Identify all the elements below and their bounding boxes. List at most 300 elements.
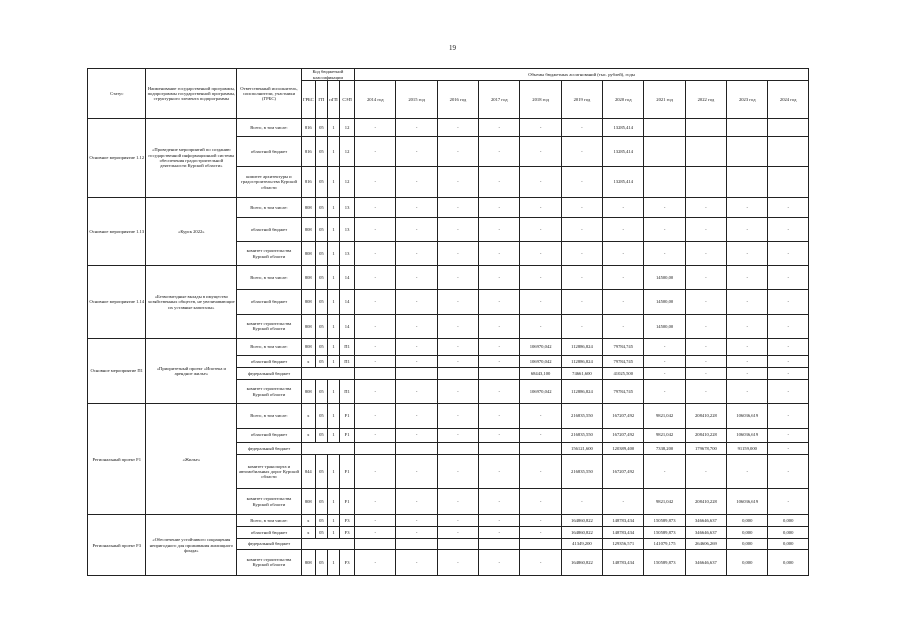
cell-amount: - xyxy=(768,217,809,241)
cell-amount: - xyxy=(479,515,520,527)
cell-amount: - xyxy=(396,197,437,217)
cell-program-name: «Курск 2022» xyxy=(146,197,237,266)
cell-amount: - xyxy=(727,338,768,355)
cell-szp: 14 xyxy=(340,314,355,338)
header-status: Статус xyxy=(88,69,146,119)
cell-amount: - xyxy=(561,119,602,137)
cell-executor: комитет транспорта и автомобильных дорог Курской области xyxy=(237,454,302,488)
cell-szp: 12 xyxy=(340,119,355,137)
cell-grbs: 808 xyxy=(301,314,315,338)
cell-amount: - xyxy=(561,137,602,167)
cell-executor: областной бюджет xyxy=(237,217,302,241)
cell-amount: - xyxy=(561,197,602,217)
cell-amount xyxy=(479,442,520,454)
cell-amount xyxy=(727,119,768,137)
cell-gp: 05 xyxy=(315,290,327,314)
cell-amount: 112886,824 xyxy=(561,380,602,404)
cell-amount: 79784,745 xyxy=(603,338,644,355)
cell-gp: 05 xyxy=(315,527,327,539)
cell-amount: - xyxy=(396,515,437,527)
cell-executor: Всего, в том числе: xyxy=(237,119,302,137)
cell-amount: 13285,414 xyxy=(603,137,644,167)
cell-amount: - xyxy=(561,314,602,338)
cell-pgp: 1 xyxy=(327,290,339,314)
cell-amount: - xyxy=(727,314,768,338)
cell-amount: - xyxy=(768,428,809,442)
cell-amount: - xyxy=(768,454,809,488)
cell-amount: - xyxy=(355,527,396,539)
cell-status: Региональный проект F1 xyxy=(88,404,146,515)
cell-amount: - xyxy=(644,197,685,217)
cell-amount: - xyxy=(768,404,809,428)
cell-pgp: 1 xyxy=(327,355,339,367)
cell-amount xyxy=(355,368,396,380)
header-executor: Ответственный исполнитель, соисполнители, участники (ГРБС) xyxy=(237,69,302,119)
cell-executor: областной бюджет xyxy=(237,137,302,167)
cell-amount xyxy=(437,442,478,454)
cell-amount: - xyxy=(727,355,768,367)
cell-amount: - xyxy=(437,355,478,367)
cell-amount: - xyxy=(479,242,520,266)
cell-amount: - xyxy=(768,355,809,367)
cell-status: Основное мероприятие 1.12 xyxy=(88,119,146,198)
header-code-group: Код бюджетной классификации xyxy=(301,69,354,81)
table-row xyxy=(88,515,809,527)
cell-amount: - xyxy=(727,368,768,380)
cell-gp: 05 xyxy=(315,355,327,367)
cell-amount: 208410,228 xyxy=(685,428,726,442)
cell-amount: - xyxy=(603,197,644,217)
cell-amount: - xyxy=(437,404,478,428)
cell-amount: - xyxy=(685,197,726,217)
cell-amount: 112886,824 xyxy=(561,338,602,355)
table-body xyxy=(88,119,809,576)
cell-amount: 129356,571 xyxy=(603,539,644,549)
cell-amount: - xyxy=(520,242,561,266)
cell-grbs: 808 xyxy=(301,197,315,217)
cell-amount: - xyxy=(561,217,602,241)
cell-pgp: 1 xyxy=(327,266,339,290)
cell-amount: - xyxy=(520,549,561,575)
cell-executor: Всего, в том числе: xyxy=(237,338,302,355)
cell-amount: - xyxy=(355,290,396,314)
cell-amount: - xyxy=(644,380,685,404)
cell-pgp: 1 xyxy=(327,549,339,575)
cell-amount: - xyxy=(520,454,561,488)
cell-amount: - xyxy=(437,197,478,217)
cell-amount: 68443,100 xyxy=(520,368,561,380)
cell-szp: F1 xyxy=(340,454,355,488)
header-year: 2015 год xyxy=(396,81,437,119)
header-grbs: ГРБС xyxy=(301,81,315,119)
cell-pgp: 1 xyxy=(327,527,339,539)
table-row xyxy=(88,338,809,355)
cell-amount: 0,000 xyxy=(727,549,768,575)
cell-amount xyxy=(685,167,726,197)
cell-amount: - xyxy=(768,290,809,314)
cell-amount: 0,000 xyxy=(727,539,768,549)
cell-amount: - xyxy=(396,119,437,137)
cell-amount: - xyxy=(355,266,396,290)
cell-amount: - xyxy=(396,314,437,338)
cell-amount: - xyxy=(479,355,520,367)
cell-status: Основное мероприятие 1.14 xyxy=(88,266,146,339)
cell-amount: 41349,200 xyxy=(561,539,602,549)
cell-amount: 141079,175 xyxy=(644,539,685,549)
cell-pgp: 1 xyxy=(327,137,339,167)
cell-gp: 05 xyxy=(315,167,327,197)
cell-gp: 05 xyxy=(315,266,327,290)
cell-amount: 208410,228 xyxy=(685,404,726,428)
cell-amount xyxy=(644,167,685,197)
cell-amount: - xyxy=(603,217,644,241)
table-row xyxy=(88,197,809,217)
cell-amount: 148783,434 xyxy=(603,549,644,575)
cell-szp: 13 xyxy=(340,197,355,217)
cell-amount: - xyxy=(396,290,437,314)
cell-amount xyxy=(355,539,396,549)
cell-grbs: x xyxy=(301,355,315,367)
cell-amount: - xyxy=(355,167,396,197)
cell-amount: - xyxy=(520,167,561,197)
cell-amount: - xyxy=(685,266,726,290)
cell-gp: 05 xyxy=(315,137,327,167)
cell-amount: - xyxy=(479,338,520,355)
cell-amount: 9821,042 xyxy=(644,428,685,442)
cell-amount: - xyxy=(479,290,520,314)
cell-grbs: 816 xyxy=(301,119,315,137)
cell-amount: - xyxy=(768,442,809,454)
cell-amount: - xyxy=(685,242,726,266)
cell-amount: - xyxy=(396,380,437,404)
cell-amount: - xyxy=(355,314,396,338)
cell-amount: - xyxy=(396,217,437,241)
cell-amount: - xyxy=(396,404,437,428)
cell-pgp: 1 xyxy=(327,242,339,266)
header-pgp: пГП xyxy=(327,81,339,119)
cell-amount: 167207,492 xyxy=(603,428,644,442)
cell-amount: 164860,822 xyxy=(561,527,602,539)
cell-executor: областной бюджет xyxy=(237,428,302,442)
cell-amount: - xyxy=(355,217,396,241)
cell-amount: 79784,745 xyxy=(603,355,644,367)
cell-grbs: x xyxy=(301,428,315,442)
header-szp: СЭП xyxy=(340,81,355,119)
cell-amount: 150589,873 xyxy=(644,515,685,527)
cell-amount: 216835,550 xyxy=(561,428,602,442)
cell-executor: комитет архитектуры и градостроительства Курской области xyxy=(237,167,302,197)
cell-gp: 05 xyxy=(315,119,327,137)
budget-table xyxy=(87,68,809,576)
cell-amount: - xyxy=(437,454,478,488)
header-year: 2022 год xyxy=(685,81,726,119)
cell-grbs: 816 xyxy=(301,167,315,197)
cell-amount: 216835,550 xyxy=(561,454,602,488)
cell-amount: - xyxy=(437,338,478,355)
cell-amount: - xyxy=(355,454,396,488)
cell-amount: 216835,550 xyxy=(561,404,602,428)
cell-amount xyxy=(437,368,478,380)
cell-amount: - xyxy=(479,266,520,290)
cell-amount xyxy=(520,539,561,549)
cell-amount: - xyxy=(561,167,602,197)
cell-amount: - xyxy=(768,242,809,266)
cell-amount: - xyxy=(768,266,809,290)
cell-gp: 05 xyxy=(315,197,327,217)
cell-amount xyxy=(768,167,809,197)
cell-amount: - xyxy=(437,380,478,404)
cell-szp: 14 xyxy=(340,266,355,290)
cell-szp: F3 xyxy=(340,549,355,575)
cell-amount: - xyxy=(520,527,561,539)
cell-amount: 120389,400 xyxy=(603,442,644,454)
header-gp: ГП xyxy=(315,81,327,119)
cell-executor: комитет строительства Курской области xyxy=(237,314,302,338)
cell-szp: 13 xyxy=(340,217,355,241)
cell-amount: - xyxy=(396,266,437,290)
table-row xyxy=(88,119,809,137)
cell-amount: 112886,824 xyxy=(561,355,602,367)
cell-amount: - xyxy=(396,167,437,197)
cell-executor: областной бюджет xyxy=(237,355,302,367)
cell-amount: - xyxy=(561,290,602,314)
cell-gp: 05 xyxy=(315,217,327,241)
cell-szp: F1 xyxy=(340,404,355,428)
cell-program-name: «Обеспечение устойчивого сокращения непригодного для проживания жилищного фонда» xyxy=(146,515,237,576)
cell-amount: - xyxy=(520,137,561,167)
cell-amount: - xyxy=(437,119,478,137)
cell-code-empty xyxy=(301,368,354,380)
cell-code-empty xyxy=(301,539,354,549)
cell-amount: - xyxy=(355,119,396,137)
cell-amount: - xyxy=(479,314,520,338)
cell-amount: - xyxy=(396,137,437,167)
cell-amount: - xyxy=(479,119,520,137)
cell-amount: - xyxy=(644,368,685,380)
cell-amount: - xyxy=(561,266,602,290)
cell-amount: 7338,200 xyxy=(644,442,685,454)
cell-amount: - xyxy=(520,290,561,314)
cell-amount: - xyxy=(437,314,478,338)
cell-amount: 41025,500 xyxy=(603,368,644,380)
cell-grbs: 808 xyxy=(301,549,315,575)
header-year: 2017 год xyxy=(479,81,520,119)
cell-amount: - xyxy=(520,515,561,527)
cell-amount: - xyxy=(727,380,768,404)
cell-amount xyxy=(520,442,561,454)
cell-amount xyxy=(355,442,396,454)
cell-program-name: «Проведение мероприятий по созданию государственной информационной системы обеспечения градостроительной деятельности Курской области» xyxy=(146,119,237,198)
cell-executor: областной бюджет xyxy=(237,527,302,539)
cell-szp: F3 xyxy=(340,515,355,527)
cell-amount: - xyxy=(479,137,520,167)
cell-amount: - xyxy=(685,355,726,367)
cell-amount: - xyxy=(561,489,602,515)
cell-amount xyxy=(644,119,685,137)
cell-amount: 0,000 xyxy=(768,549,809,575)
header-year: 2023 год xyxy=(727,81,768,119)
cell-amount: - xyxy=(768,338,809,355)
cell-executor: областной бюджет xyxy=(237,290,302,314)
cell-szp: 12 xyxy=(340,137,355,167)
cell-amount: 208410,228 xyxy=(685,489,726,515)
cell-amount: 156121,600 xyxy=(561,442,602,454)
cell-amount: 0,000 xyxy=(727,515,768,527)
cell-amount: - xyxy=(644,242,685,266)
cell-amount: 346646,637 xyxy=(685,515,726,527)
cell-amount: - xyxy=(437,527,478,539)
cell-amount: - xyxy=(479,197,520,217)
cell-amount: - xyxy=(355,355,396,367)
page-number: 19 xyxy=(449,44,456,52)
cell-pgp: 1 xyxy=(327,119,339,137)
cell-pgp: 1 xyxy=(327,314,339,338)
cell-amount: - xyxy=(479,454,520,488)
header-year: 2019 год xyxy=(561,81,602,119)
cell-grbs: 808 xyxy=(301,489,315,515)
cell-amount: - xyxy=(685,380,726,404)
cell-szp: F1 xyxy=(340,489,355,515)
cell-gp: 05 xyxy=(315,489,327,515)
cell-amount: - xyxy=(727,197,768,217)
cell-amount: 106036,619 xyxy=(727,428,768,442)
cell-pgp: 1 xyxy=(327,167,339,197)
cell-amount: 9821,042 xyxy=(644,404,685,428)
cell-amount: - xyxy=(603,290,644,314)
cell-szp: F1 xyxy=(340,428,355,442)
cell-amount: - xyxy=(396,549,437,575)
table-row xyxy=(88,266,809,290)
cell-amount: - xyxy=(768,489,809,515)
cell-amount: - xyxy=(479,167,520,197)
cell-grbs: x xyxy=(301,527,315,539)
cell-amount: - xyxy=(520,314,561,338)
cell-amount: 0,000 xyxy=(768,539,809,549)
cell-amount: - xyxy=(355,549,396,575)
cell-amount: - xyxy=(437,137,478,167)
cell-status: Основное мероприятие 1.13 xyxy=(88,197,146,266)
cell-amount: 91159,000 xyxy=(727,442,768,454)
header-year: 2020 год xyxy=(603,81,644,119)
cell-pgp: 1 xyxy=(327,197,339,217)
cell-amount xyxy=(768,137,809,167)
cell-amount: 14500,00 xyxy=(644,266,685,290)
header-year: 2014 год xyxy=(355,81,396,119)
cell-grbs: x xyxy=(301,515,315,527)
cell-executor: Всего, в том числе: xyxy=(237,197,302,217)
cell-amount: - xyxy=(520,197,561,217)
cell-amount: 106970,042 xyxy=(520,338,561,355)
cell-pgp: 1 xyxy=(327,515,339,527)
cell-amount: - xyxy=(768,314,809,338)
cell-amount: - xyxy=(355,515,396,527)
cell-amount: - xyxy=(437,489,478,515)
cell-amount: - xyxy=(355,137,396,167)
cell-executor: федеральный бюджет xyxy=(237,539,302,549)
header-year: 2018 год xyxy=(520,81,561,119)
cell-szp: 13 xyxy=(340,242,355,266)
cell-amount: 14500,00 xyxy=(644,314,685,338)
cell-amount: - xyxy=(396,454,437,488)
cell-amount: 14500,00 xyxy=(644,290,685,314)
cell-grbs: 808 xyxy=(301,380,315,404)
cell-amount: - xyxy=(520,119,561,137)
cell-amount xyxy=(396,368,437,380)
cell-amount xyxy=(396,442,437,454)
cell-amount: 79784,745 xyxy=(603,380,644,404)
cell-executor: комитет строительства Курской области xyxy=(237,489,302,515)
cell-amount: - xyxy=(437,242,478,266)
cell-gp: 05 xyxy=(315,380,327,404)
cell-amount: 148783,434 xyxy=(603,515,644,527)
header-year: 2016 год xyxy=(437,81,478,119)
cell-gp: 05 xyxy=(315,549,327,575)
cell-gp: 05 xyxy=(315,338,327,355)
header-year: 2021 год xyxy=(644,81,685,119)
header-volume: Объемы бюджетных ассигнований (тыс. рублей), годы xyxy=(355,69,809,81)
cell-executor: комитет строительства Курской области xyxy=(237,242,302,266)
cell-amount: - xyxy=(520,428,561,442)
cell-amount: - xyxy=(520,217,561,241)
cell-amount: - xyxy=(685,217,726,241)
cell-amount: - xyxy=(437,217,478,241)
cell-executor: Всего, в том числе: xyxy=(237,404,302,428)
cell-amount: - xyxy=(437,515,478,527)
cell-amount: 164860,822 xyxy=(561,549,602,575)
cell-amount: - xyxy=(355,242,396,266)
cell-amount: 150589,873 xyxy=(644,527,685,539)
cell-amount xyxy=(644,137,685,167)
cell-amount: 13285,414 xyxy=(603,119,644,137)
cell-amount: 346646,637 xyxy=(685,527,726,539)
cell-amount: 150589,873 xyxy=(644,549,685,575)
cell-grbs: x xyxy=(301,404,315,428)
cell-executor: Всего, в том числе: xyxy=(237,515,302,527)
cell-amount: - xyxy=(520,266,561,290)
cell-amount: - xyxy=(520,489,561,515)
cell-executor: федеральный бюджет xyxy=(237,442,302,454)
cell-amount: 9821,042 xyxy=(644,489,685,515)
cell-status: Региональный проект F3 xyxy=(88,515,146,576)
cell-pgp: 1 xyxy=(327,428,339,442)
cell-status: Основное мероприятие П1 xyxy=(88,338,146,404)
cell-amount: 167207,492 xyxy=(603,404,644,428)
cell-grbs: 808 xyxy=(301,290,315,314)
cell-amount: - xyxy=(727,266,768,290)
cell-amount: - xyxy=(727,290,768,314)
cell-amount: - xyxy=(437,549,478,575)
cell-amount: 106036,619 xyxy=(727,489,768,515)
cell-gp: 05 xyxy=(315,454,327,488)
cell-amount: 346646,637 xyxy=(685,549,726,575)
cell-gp: 05 xyxy=(315,404,327,428)
cell-amount: 148783,434 xyxy=(603,527,644,539)
cell-grbs: 808 xyxy=(301,266,315,290)
cell-pgp: 1 xyxy=(327,380,339,404)
cell-amount: - xyxy=(727,454,768,488)
cell-amount xyxy=(437,539,478,549)
cell-amount: - xyxy=(479,489,520,515)
cell-amount: - xyxy=(479,527,520,539)
cell-amount: - xyxy=(768,380,809,404)
cell-amount: 164860,822 xyxy=(561,515,602,527)
cell-amount: - xyxy=(685,314,726,338)
cell-szp: 12 xyxy=(340,167,355,197)
cell-amount: 0,000 xyxy=(727,527,768,539)
cell-amount xyxy=(685,119,726,137)
header-name: Наименование государственной программы, подпрограммы государственной программы, структурного элемента подпрограммы xyxy=(146,69,237,119)
cell-amount xyxy=(685,137,726,167)
